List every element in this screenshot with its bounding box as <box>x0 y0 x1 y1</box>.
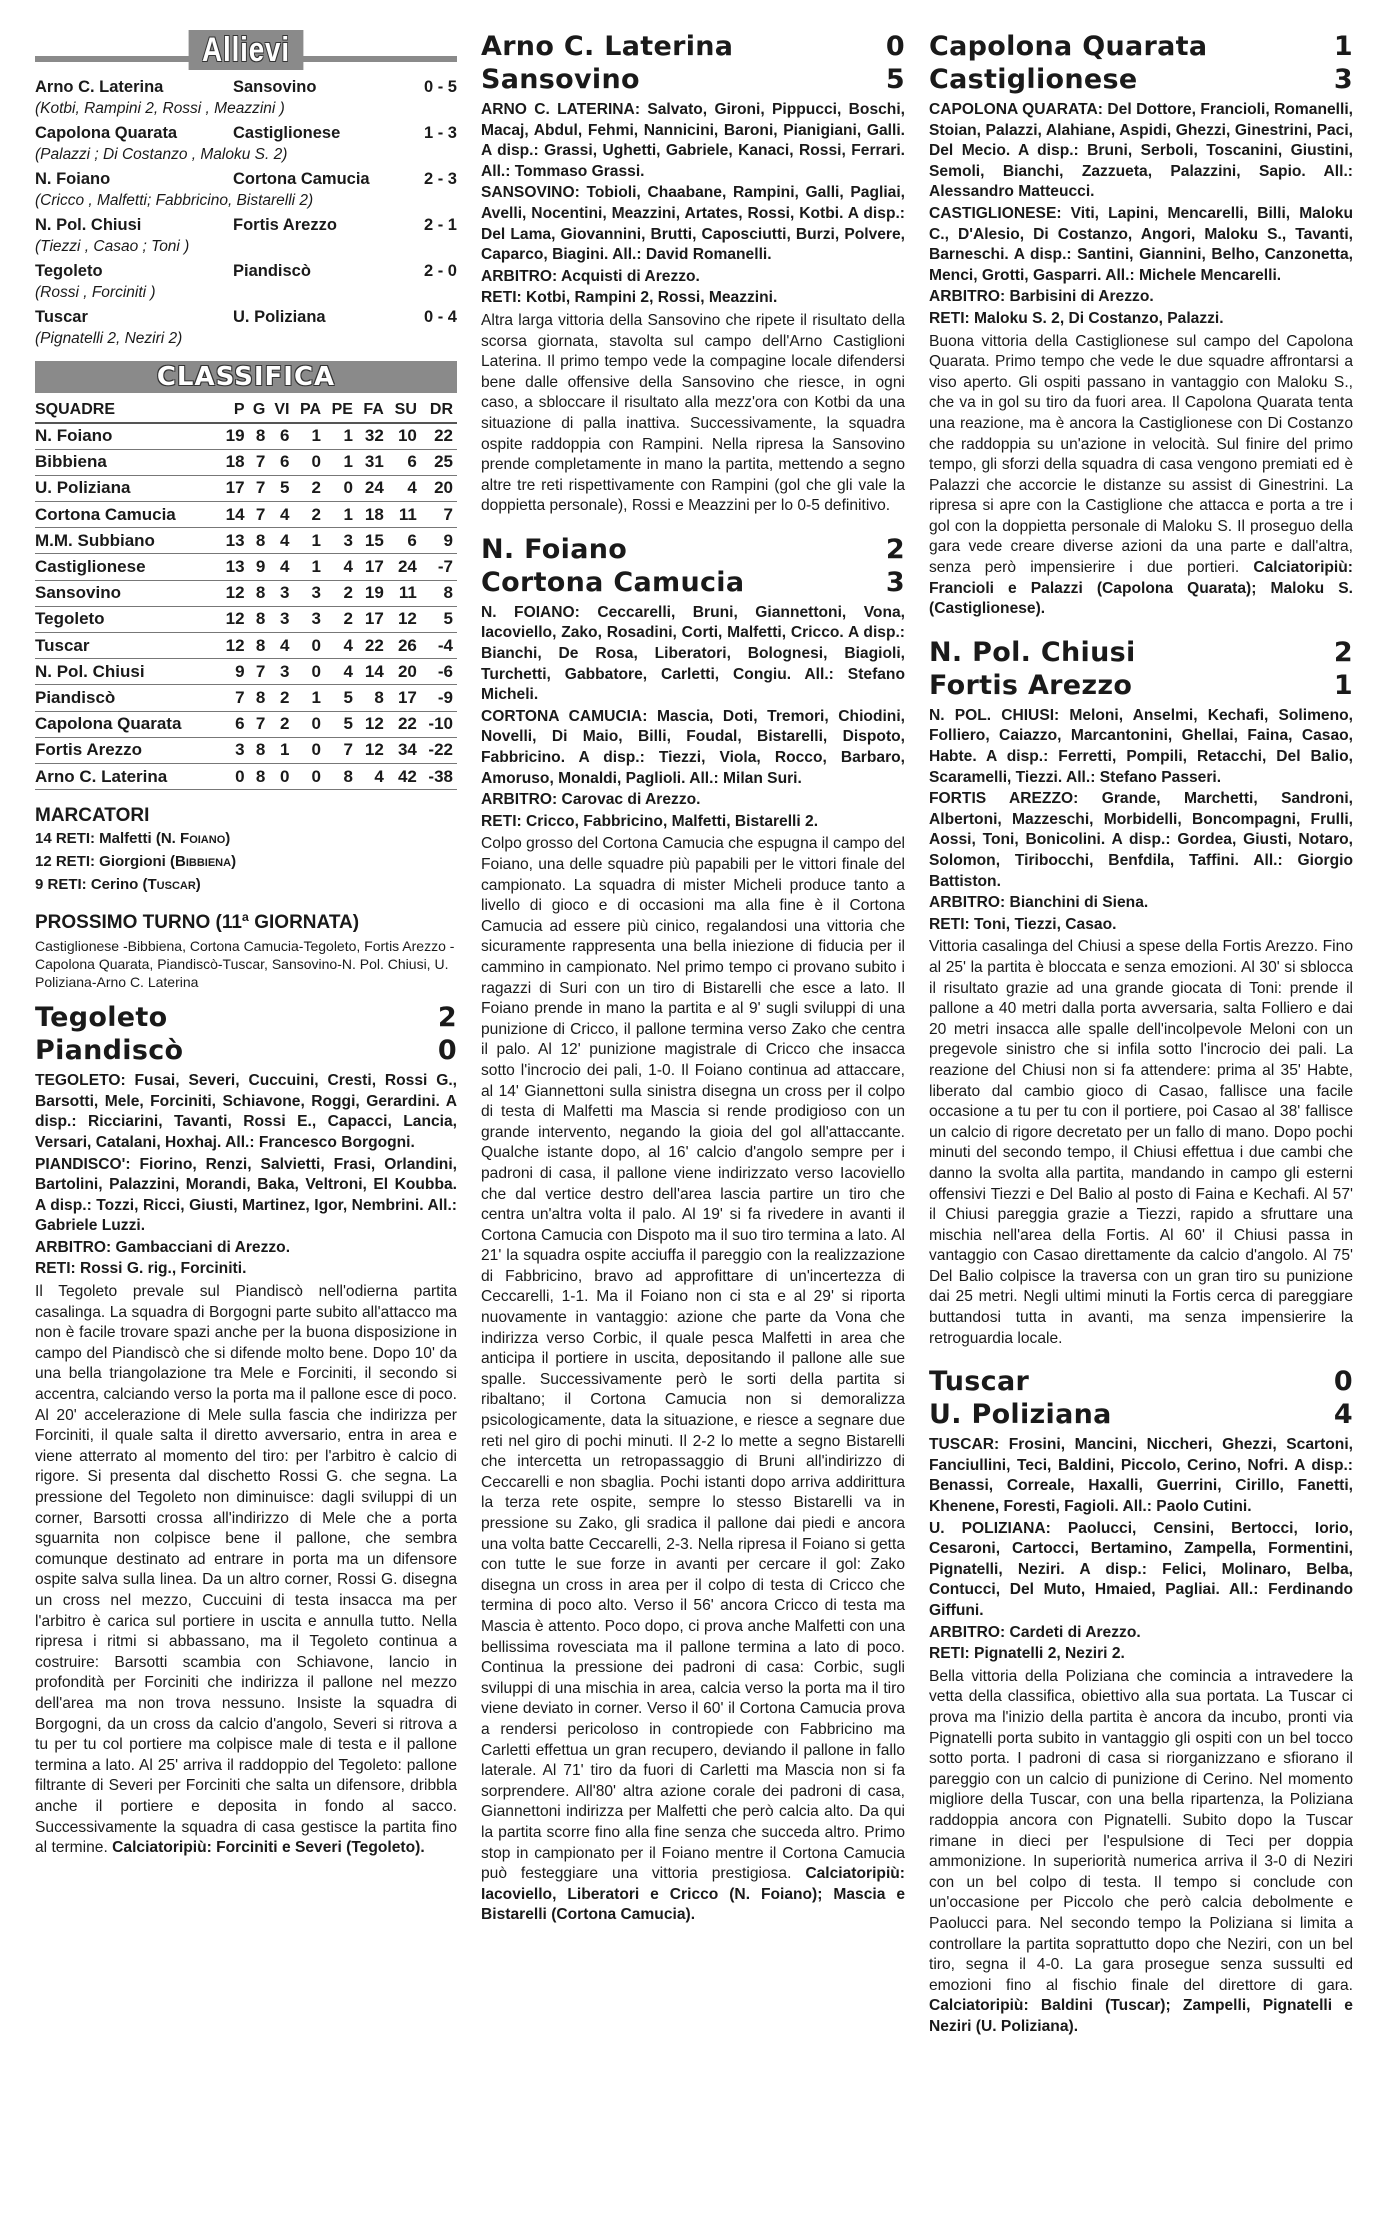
stat-cell: 0 <box>293 449 325 475</box>
stat-cell: 1 <box>325 423 357 449</box>
standings-col-header: PA <box>293 399 325 423</box>
stat-cell: 11 <box>388 502 421 528</box>
match-away-line <box>929 669 1353 702</box>
lineup-line: N. FOIANO: Ceccarelli, Bruni, Giannettoni, Vona, Iacoviello, Zako, Rosadini, Corti, Malfetti, Cricco. A disp.: Bianchi, De Rosa, Liberatori, Bolognesi, Biagioli, Turchetti, Gabbatore, Carletti, Congiu. All.: Stefano Micheli. <box>481 603 905 704</box>
stat-cell: 4 <box>269 528 293 554</box>
lineups <box>929 1435 1353 1665</box>
stat-cell: 12 <box>357 737 388 763</box>
result-away: U. Poliziana <box>233 308 326 326</box>
match-report <box>481 30 905 517</box>
stat-cell: -6 <box>421 659 457 685</box>
match-report <box>35 1001 457 1859</box>
result-home: Tuscar <box>35 308 88 326</box>
stat-cell: -10 <box>421 711 457 737</box>
standings-row <box>35 737 457 763</box>
standings-row <box>35 528 457 554</box>
team-name: Tegoleto <box>35 606 220 632</box>
lineup-line: FORTIS AREZZO: Grande, Marchetti, Sandroni, Albertoni, Mazzeschi, Morbidelli, Boncompagni, Frulli, Aossi, Toni, Bonicolini. A disp.: Gordea, Giusti, Notaro, Solomon, Tiribocchi, Benfdila, Taffini. All.: Giorgio Battiston. <box>929 790 1353 890</box>
column-right <box>929 30 1353 2053</box>
stat-cell: 1 <box>293 528 325 554</box>
allievi-banner: Allievi <box>189 30 304 70</box>
stat-cell: 9 <box>220 659 249 685</box>
result-score: 2 - 1 <box>423 216 457 234</box>
stat-cell: 24 <box>388 554 421 580</box>
standings-row <box>35 554 457 580</box>
result-score: 2 - 3 <box>423 170 457 188</box>
lineup-line: RETI: Pignatelli 2, Neziri 2. <box>929 1645 1125 1663</box>
stat-cell: 8 <box>249 423 270 449</box>
stat-cell: 19 <box>220 423 249 449</box>
lineup-line: SANSOVINO: Tobioli, Chaabane, Rampini, Galli, Pagliai, Avelli, Nocentini, Meazzini, Artates, Rossi, Kotbi. A disp.: Del Lama, Giovannini, Brutti, Caposciutti, Burzi, Polvere, Caparco, Biagini. All.: David Romanelli. <box>481 184 905 264</box>
away-score: 0 <box>437 1035 457 1067</box>
match-home-line <box>481 30 905 63</box>
stat-cell: -7 <box>421 554 457 580</box>
standings-col-header: FA <box>357 399 388 423</box>
stat-cell: 1 <box>293 554 325 580</box>
result-scorers: (Rossi , Forciniti ) <box>35 284 156 301</box>
team-name: Capolona Quarata <box>35 711 220 737</box>
stat-cell: 7 <box>220 685 249 711</box>
result-row <box>35 76 457 98</box>
stat-cell: 5 <box>421 606 457 632</box>
result-scorers: (Pignatelli 2, Neziri 2) <box>35 330 183 347</box>
stat-cell: 0 <box>220 763 249 789</box>
standings-header <box>35 399 457 423</box>
stat-cell: 7 <box>249 449 270 475</box>
home-team: Tuscar <box>929 1366 1030 1398</box>
result-away: Fortis Arezzo <box>233 216 337 234</box>
stat-cell: 0 <box>293 737 325 763</box>
standings-row <box>35 475 457 501</box>
stat-cell: 13 <box>220 528 249 554</box>
away-team: Cortona Camucia <box>481 566 745 598</box>
match-story: Colpo grosso del Cortona Camucia che espugna il campo del Foiano, una delle squadre più papabili per le vittori finale del campionato. La squadra di mister Micheli produce tanto a livello di gioco e di occasioni ma alla fine è il Cortona Camucia ad essere più cinico, regalandosi una vittoria che sicuramente rappresenta una bella iniezione di fiducia per il cammino in campionato. Nel primo tempo ci provano subito i ragazzi di Suri con un tiro di Bistarelli che esce a lato. Il Foiano prende in mano la partita e al 9' sugli sviluppi di una punizione di Cricco, il pallone termina verso Zako che centra il palo. Al 12' punizione magistrale di Cricco che insacca sotto l'incrocio dei pali, 1-0. Il Foiano continua ad attaccare, al 14' Giannettoni sulla sinistra disegna un cross per il colpo di testa di Malfetti ma Mascia si rende prodigioso con un grande intervento, negando la gioia del gol all'attaccante. Qualche istante dopo, al 16' calcio d'angolo sempre per i padroni di casa, il pallone viene indirizzato verso Iacoviello che dal vertice destro dell'area lascia partire un tiro che centra un'altra volta il palo. Al 19' si fa rivedere in avanti il Cortona Camucia con Dispoto ma il suo tiro termina a lato. Al 21' la squadra ospite acciuffa il pareggio con la realizzazione di Fabbricino, bravo ad approfittare di un'incertezza di Ceccarelli, 1-1. Ma il Foiano non ci sta e al 29' si riporta nuovamente in vantaggio: azione che parte da Vona che indirizza verso Corbic, il quale pesca Malfetti in area che anticipa il portiere in uscita, depositando il pallone alle sue spalle. Successivamente però le sorti della partita si ribaltano; il Cortona Camucia non si demoralizza psicologicamente, data la situazione, e riesce a segnare due reti nel giro di pochi minuti. Il 2-2 lo mette a segno Bistarelli che intercetta un retropassaggio di Bruni all'indirizzo di Ceccarelli e non sbaglia. Pochi istanti dopo arriva addirittura la terza rete ospite, sempre lo stesso Bistarelli va in pressione su Zako, gli sradica il pallone dai piedi e ancora una volta batte Ceccarelli, 2-3. Nella ripresa il Foiano si getta con tutte le sue forze in avanti per cercare il gol: Zako disegna un cross in area per il colpo di testa di Cricco che termina di poco alto. Verso il 56' ancora Cricco di testa ma Mascia è attento. Poco dopo, ci prova anche Malfetti con una bellissima rovesciata ma il pallone termina a lato di poco. Continua la pressione dei padroni di casa: Corbic, sugli sviluppi di una mischia in area, calcia verso la porta ma il tiro viene deviato in corner. Verso il 60' il Cortona Camucia prova a rendersi pericoloso in contropiede con Fabbricino ma Carletti effettua un gran recupero, deviando il pallone in fallo laterale. Al 71' tiro da fuori di Carletti ma Mascia non si fa sorprendere. All'80' altra azione corale dei padroni di casa, Giannettoni indirizza per Malfetti che però calcia alto. Da qui la partita scorre fino alla fine senza che succeda altro. Primo stop in campionato per il Foiano mentre il Cortona Camucia può festeggiare una vittoria prestigiosa. Calciatoripiù: Iacoviello, Liberatori e Cricco (N. Foiano); Mascia e Bistarelli (Cortona Camucia). <box>481 835 905 1924</box>
away-score: 3 <box>885 566 905 598</box>
result-score: 0 - 4 <box>423 308 457 326</box>
stat-cell: 8 <box>249 763 270 789</box>
stat-cell: 6 <box>388 449 421 475</box>
stat-cell: 2 <box>269 711 293 737</box>
stat-cell: 0 <box>293 711 325 737</box>
match-away-line <box>481 63 905 96</box>
stat-cell: 4 <box>269 633 293 659</box>
standings-row <box>35 711 457 737</box>
stat-cell: 2 <box>325 606 357 632</box>
lineups <box>481 603 905 833</box>
lineup-line: N. POL. CHIUSI: Meloni, Anselmi, Kechafi, Solimeno, Folliero, Caiazzo, Marcantonini, Ghellai, Faina, Casao, Habte. A disp.: Ferretti, Pompili, Retacchi, Del Balio, Scaramelli, Tiezzi. All.: Stefano Passeri. <box>929 706 1353 786</box>
team-name: Castiglionese <box>35 554 220 580</box>
stat-cell: 0 <box>293 659 325 685</box>
scorer-line: 9 RETI: Cerino (TUSCAR) <box>35 876 201 894</box>
match-home-line <box>929 30 1353 63</box>
stat-cell: 17 <box>357 554 388 580</box>
stat-cell: 8 <box>325 763 357 789</box>
stat-cell: -4 <box>421 633 457 659</box>
stat-cell: 0 <box>293 763 325 789</box>
column-middle <box>481 30 905 1942</box>
stat-cell: 7 <box>325 737 357 763</box>
standings-row <box>35 502 457 528</box>
lineups <box>929 706 1353 936</box>
stat-cell: 11 <box>388 580 421 606</box>
stat-cell: 31 <box>357 449 388 475</box>
match-home-line <box>35 1001 457 1034</box>
stat-cell: 18 <box>220 449 249 475</box>
result-scorers: (Tiezzi , Casao ; Toni ) <box>35 238 190 255</box>
lineups <box>481 100 905 309</box>
scorer-line: 14 RETI: Malfetti (N. FOIANO) <box>35 830 231 848</box>
stat-cell: 12 <box>388 606 421 632</box>
stat-cell: 9 <box>421 528 457 554</box>
lineup-line: ARBITRO: Barbisini di Arezzo. <box>929 288 1154 306</box>
column-left <box>35 30 457 1875</box>
result-scorers: (Kotbi, Rampini 2, Rossi , Meazzini ) <box>35 100 285 117</box>
result-row <box>35 214 457 236</box>
home-score: 2 <box>1333 636 1353 668</box>
standings-col-header: VI <box>269 399 293 423</box>
result-away: Piandiscò <box>233 262 311 280</box>
standings-col-header: G <box>249 399 270 423</box>
away-score: 4 <box>1333 1399 1353 1431</box>
stat-cell: 6 <box>220 711 249 737</box>
stat-cell: 5 <box>325 711 357 737</box>
match-report <box>481 533 905 1926</box>
stat-cell: 17 <box>220 475 249 501</box>
lineup-line: PIANDISCO': Fiorino, Renzi, Salvietti, Frasi, Orlandini, Bartolini, Palazzini, Morandi, Baka, Veltroni, El Koubba. A disp.: Tozzi, Ricci, Giusti, Martinez, Igor, Nembrini. All.: Gabriele Luzzi. <box>35 1155 457 1235</box>
stat-cell: 8 <box>249 685 270 711</box>
lineup-line: ARBITRO: Gambacciani di Arezzo. <box>35 1238 291 1256</box>
stat-cell: 4 <box>325 633 357 659</box>
stat-cell: 20 <box>388 659 421 685</box>
stat-cell: 26 <box>388 633 421 659</box>
result-home: N. Pol. Chiusi <box>35 216 142 234</box>
match-report <box>929 1365 1353 2037</box>
match-story: Il Tegoleto prevale sul Piandiscò nell'odierna partita casalinga. La squadra di Borgogni parte subito all'attacco ma non è facile trovare spazi anche per la buona disposizione in campo del Piandiscò che si difende molto bene. Dopo 10' da una bella triangolazione tra Mele e Forciniti, il secondo si accentra, calciando verso la porta ma il pallone esce di poco. Al 20' accelerazione di Mele sulla fascia che indirizza per Forciniti, il quale salta il diretto avversario, entra in area e viene atterrato al momento del tiro: per l'arbitro è calcio di rigore. Si presenta dal dischetto Rossi G. che segna. La pressione del Tegoleto non diminuisce: dagli sviluppi di un corner, Barsotti crossa all'indirizzo di Mele che a porta sguarnita non colpisce bene il pallone, che sembra comunque destinato ad entrare in porta ma un difensore ospite salva sulla linea. Da un altro corner, Rossi G. disegna un cross nel mezzo, Cuccuini di testa insacca ma per l'arbitro è carica sul portiere in uscita e annulla tutto. Nella ripresa i ritmi si abbassano, ma il Tegoleto continua a costruire: Barsotti scambia con Schiavone, lancio in profondità per Forciniti che indirizza il pallone nel mezzo dell'area ma non trova nessuno. Insiste la squadra di Borgogni, da un cross da calcio d'angolo, Severi si ritrova a tu per tu col portiere ma colpisce male di testa e il pallone termina a lato. Al 25' arriva il raddoppio del Tegoleto: pallone filtrante di Severi per Forciniti che salta un difensore, dribbla anche il portiere e deposita in fondo al sacco. Successivamente la squadra di casa gestisce la partita fino al termine. Calciatoripiù: Forciniti e Severi (Tegoleto). <box>35 1283 457 1857</box>
stat-cell: 42 <box>388 763 421 789</box>
result-score: 2 - 0 <box>423 262 457 280</box>
stat-cell: 1 <box>293 685 325 711</box>
match-story: Buona vittoria della Castiglionese sul campo del Capolona Quarata. Primo tempo che vede le due squadre affrontarsi a viso aperto. Gli ospiti passano in vantaggio con Maloku S., che va in gol su tiro da fuori area. Il Capolona Quarata tenta una reazione, ma è ancora la Castiglionese con Di Costanzo che raddoppia su un'azione in velocità. Sul finire del primo tempo, gli sforzi della squadra di casa vengono premiati ed è Palazzi che accorcie le distanze su assist di Ginestrini. La ripresa si apre con la Castiglione che attacca e porta a tre i gol con la doppietta personale di Maloku S. Il proseguo della gara vede creare diverse azioni da una parte e dall'altra, senza però impensierire i due portieri. Calciatoripiù: Francioli e Palazzi (Capolona Quarata); Maloku S. (Castiglionese). <box>929 332 1353 618</box>
stat-cell: 19 <box>357 580 388 606</box>
lineup-line: CASTIGLIONESE: Viti, Lapini, Mencarelli, Billi, Maloku C., D'Alesio, Di Costanzo, Angori, Maloku S., Tavanti, Barneschi. A disp.: Santini, Giannini, Belho, Canzonetta, Menci, Grotti, Gasparri. All.: Michele Mencarelli. <box>929 204 1353 284</box>
team-name: Fortis Arezzo <box>35 737 220 763</box>
stat-cell: 10 <box>388 423 421 449</box>
stat-cell: 1 <box>325 502 357 528</box>
match-home-line <box>929 636 1353 669</box>
stat-cell: 14 <box>220 502 249 528</box>
lineup-line: TEGOLETO: Fusai, Severi, Cuccuini, Cresti, Rossi G., Barsotti, Mele, Forciniti, Schiavone, Roggi, Gerardini. A disp.: Ricciarini, Tavanti, Rossi E., Capacci, Lancia, Versari, Catalani, Hoxhaj. All.: Francesco Borgogni. <box>35 1072 457 1151</box>
match-story: Altra larga vittoria della Sansovino che ripete il risultato della scorsa giornata, stavolta sul campo dell'Arno Castiglioni Laterina. Il primo tempo vede la compagine locale difendersi bene dalle offensive della Sansovino che riesce, in ogni caso, a sbloccare il risultato alla mezz'ora con Kotbi da una situazione di palla inattiva. Successivamente, la squadra ospite raddoppia con Rampini. Nella ripresa la Sansovino prende completamente in mano la partita, mettendo a segno altre tre reti rispettivamente con Rampini (gol che gli vale la doppietta personale), Rossi e Meazzini per lo 0-5 definitivo. <box>481 311 905 515</box>
scorer-team-smallcaps: OIANO <box>189 834 226 847</box>
stat-cell: 1 <box>325 449 357 475</box>
stat-cell: 4 <box>325 659 357 685</box>
result-away: Castiglionese <box>233 124 341 142</box>
home-team: Capolona Quarata <box>929 31 1208 62</box>
away-team: Sansovino <box>481 64 640 95</box>
stat-cell: 12 <box>357 711 388 737</box>
away-team: Fortis Arezzo <box>929 669 1133 701</box>
standings-col-header: PE <box>325 399 357 423</box>
stat-cell: 2 <box>325 580 357 606</box>
away-team: U. Poliziana <box>929 1399 1112 1431</box>
classifica-banner: CLASSIFICA <box>35 361 457 393</box>
stat-cell: -22 <box>421 737 457 763</box>
calciatoripiu: Calciatoripiù: Forciniti e Severi (Tegoleto). <box>112 1839 425 1857</box>
stat-cell: 12 <box>220 580 249 606</box>
match-home-line <box>929 1365 1353 1398</box>
team-name: Arno C. Laterina <box>35 763 220 789</box>
stat-cell: 17 <box>388 685 421 711</box>
home-score: 1 <box>1333 31 1353 62</box>
stat-cell: 22 <box>421 423 457 449</box>
stat-cell: 1 <box>293 423 325 449</box>
lineup-line: ARBITRO: Cardeti di Arezzo. <box>929 1623 1141 1641</box>
stat-cell: 6 <box>269 423 293 449</box>
result-away: Sansovino <box>233 78 317 96</box>
team-name: N. Pol. Chiusi <box>35 659 220 685</box>
stat-cell: 22 <box>388 711 421 737</box>
stat-cell: 20 <box>421 475 457 501</box>
lineups <box>35 1071 457 1280</box>
away-score: 5 <box>885 64 905 95</box>
team-name: Tuscar <box>35 633 220 659</box>
scorer-team-smallcaps: USCAR <box>156 880 196 893</box>
lineup-line: TUSCAR: Frosini, Mancini, Niccheri, Ghezzi, Scartoni, Fanciullini, Teci, Baldini, Piccolo, Cerino, Nofri. A disp.: Benassi, Correale, Haxalli, Guerrini, Cirillo, Fanetti, Khenene, Foresti, Fagioli. All.: Paolo Cutini. <box>929 1436 1353 1516</box>
stat-cell: 4 <box>357 763 388 789</box>
standings-col-header: SU <box>388 399 421 423</box>
home-score: 2 <box>885 533 905 565</box>
home-score: 0 <box>1333 1366 1353 1398</box>
lineup-line: RETI: Cricco, Fabbricino, Malfetti, Bistarelli 2. <box>481 812 819 830</box>
away-score: 1 <box>1333 669 1353 701</box>
standings-row <box>35 423 457 449</box>
stat-cell: 8 <box>249 528 270 554</box>
marcatori-list <box>35 828 457 897</box>
stat-cell: 4 <box>388 475 421 501</box>
match-story: Bella vittoria della Poliziana che comincia a intravedere la vetta della classifica, obiettivo alla sua portata. La Tuscar ci prova ma l'inizio della partita è ancora da incubo, pronti via Pignatelli porta subito in vantaggio gli ospiti con un bel tocco sotto porta. I padroni di casa si riorganizzano e sfiorano il pareggio con un calcio di punizione di Cerino. Nel momento migliore della Tuscar, con una bella ripartenza, la Poliziana raddoppia ancora con Pignatelli. Subito dopo la Tuscar rimane in dieci per l'espulsione di Teci per doppia ammonizione. In superiorità numerica arriva il 3-0 di Neziri con un bel colpo di testa. Il tempo si conclude con un'occasione per Piccolo che però calcia debolmente e Paolucci para. Nel secondo tempo la Poliziana si limita a controllare la partita soprattutto dopo che Neziri, con un bel tiro, segna il 4-0. La gara prosegue senza sussulti ed emozioni fino al fischio finale del direttore di gara. Calciatoripiù: Baldini (Tuscar); Zampelli, Pignatelli e Neziri (U. Poliziana). <box>929 1667 1353 2035</box>
result-score: 0 - 5 <box>423 78 457 96</box>
result-row <box>35 168 457 190</box>
standings-row <box>35 685 457 711</box>
home-team: N. Pol. Chiusi <box>929 636 1136 668</box>
stat-cell: 9 <box>249 554 270 580</box>
stat-cell: 8 <box>249 633 270 659</box>
stat-cell: 5 <box>325 685 357 711</box>
standings-row <box>35 606 457 632</box>
result-away: Cortona Camucia <box>233 170 370 188</box>
stat-cell: 3 <box>269 580 293 606</box>
stat-cell: 7 <box>421 502 457 528</box>
team-name: Bibbiena <box>35 449 220 475</box>
home-team: Arno C. Laterina <box>481 31 734 62</box>
stat-cell: 4 <box>325 554 357 580</box>
result-home: N. Foiano <box>35 170 111 188</box>
stat-cell: 13 <box>220 554 249 580</box>
result-scorers: (Palazzi ; Di Costanzo , Maloku S. 2) <box>35 146 288 163</box>
lineup-line: ARBITRO: Carovac di Arezzo. <box>481 791 701 809</box>
calciatoripiu: Calciatoripiù: Francioli e Palazzi (Capolona Quarata); Maloku S. (Castiglionese). <box>929 559 1353 618</box>
team-name: Cortona Camucia <box>35 502 220 528</box>
home-team: Tegoleto <box>35 1002 168 1034</box>
lineup-line: RETI: Kotbi, Rampini 2, Rossi, Meazzini. <box>481 289 778 307</box>
standings-row <box>35 763 457 789</box>
stat-cell: 7 <box>249 711 270 737</box>
calciatoripiu: Calciatoripiù: Iacoviello, Liberatori e Cricco (N. Foiano); Mascia e Bistarelli (Cortona Camucia). <box>481 1865 905 1924</box>
standings-col-header: SQUADRE <box>35 399 220 423</box>
standings-col-header: P <box>220 399 249 423</box>
result-scorers: (Cricco , Malfetti; Fabbricino, Bistarelli 2) <box>35 192 314 209</box>
stat-cell: 3 <box>269 606 293 632</box>
stat-cell: 8 <box>249 580 270 606</box>
team-name: N. Foiano <box>35 423 220 449</box>
match-story: Vittoria casalinga del Chiusi a spese della Fortis Arezzo. Fino al 25' la partita è bloccata e senza emozioni. Al 30' si sblocca il risultato grazie ad una grande giocata di Toni: prende il pallone a 40 metri dalla porta avversaria, salta Folliero e dai 20 metri insacca alle spalle dell'incolpevole Meloni con un pregevole sinistro che si infila sotto l'incrocio dei pali. La reazione del Chiusi non si fa attendere: prima al 35' Habte, liberato dal cambio gioco di Casao, fallisce una facile occasione a tu per tu con il portiere, poi Casao al 38' fallisce un calcio di rigore decretato per un fallo di mano. Dopo pochi minuti del secondo tempo, il Chiusi effettua i due cambi che danno la svolta alla partita, mandando in campo gli esterni offensivi Tiezzi e Del Balio al posto di Faina e Kechafi. Al 57' il Chiusi pareggia grazie a Tiezzi, rapido a sfruttare una mischia nell'area della Fortis. Al 60' il Chiusi passa in vantaggio con Casao direttamente da calcio d'angolo. Al 75' Del Balio colpisce la traversa con un gran tiro su punizione dai 25 metri. Negli ultimi minuti la Fortis cerca di pareggiare buttandosi tutta in avanti, ma senza impensierire la retroguardia locale. <box>929 938 1353 1347</box>
stat-cell: 3 <box>293 606 325 632</box>
stat-cell: 22 <box>357 633 388 659</box>
lineup-line: RETI: Toni, Tiezzi, Casao. <box>929 915 1117 933</box>
match-away-line <box>35 1034 457 1067</box>
standings-row <box>35 659 457 685</box>
team-name: M.M. Subbiano <box>35 528 220 554</box>
lineups <box>929 100 1353 330</box>
lineup-line: ARNO C. LATERINA: Salvato, Gironi, Pippucci, Boschi, Macaj, Abdul, Fehmi, Nannicini, Baroni, Pianigiani, Galli. A disp.: Grassi, Ughetti, Gabriele, Kanaci, Rossi, Ferrari. All.: Tommaso Grassi. <box>481 101 905 180</box>
stat-cell: -9 <box>421 685 457 711</box>
stat-cell: 7 <box>249 659 270 685</box>
stat-cell: 6 <box>269 449 293 475</box>
match-report <box>929 636 1353 1349</box>
standings-col-header: DR <box>421 399 457 423</box>
lineup-line: CAPOLONA QUARATA: Del Dottore, Francioli, Romanelli, Stoian, Palazzi, Alahiane, Aspidi, Ghezzi, Ginestrini, Paci, Del Mecio. A disp.: Bruni, Serboli, Toscanini, Giustini, Semoli, Bianchi, Zazzueta, Palazzini, Sapio. All.: Alessandro Matteucci. <box>929 101 1353 201</box>
stat-cell: 2 <box>293 502 325 528</box>
scorer-team-smallcaps: IBBIENA <box>185 857 232 870</box>
stat-cell: 0 <box>325 475 357 501</box>
result-row <box>35 122 457 144</box>
stat-cell: 8 <box>249 606 270 632</box>
stat-cell: 1 <box>269 737 293 763</box>
stat-cell: 12 <box>220 606 249 632</box>
home-team: N. Foiano <box>481 533 628 565</box>
result-row <box>35 260 457 282</box>
stat-cell: 3 <box>269 659 293 685</box>
stat-cell: -38 <box>421 763 457 789</box>
match-home-line <box>481 533 905 566</box>
team-name: U. Poliziana <box>35 475 220 501</box>
stat-cell: 0 <box>293 633 325 659</box>
stat-cell: 3 <box>220 737 249 763</box>
stat-cell: 2 <box>269 685 293 711</box>
stat-cell: 3 <box>293 580 325 606</box>
stat-cell: 4 <box>269 554 293 580</box>
calciatoripiu: Calciatoripiù: Baldini (Tuscar); Zampelli, Pignatelli e Neziri (U. Poliziana). <box>929 1997 1353 2035</box>
lineup-line: RETI: Maloku S. 2, Di Costanzo, Palazzi. <box>929 309 1224 327</box>
result-row <box>35 306 457 328</box>
match-away-line <box>929 1398 1353 1431</box>
match-away-line <box>481 566 905 599</box>
stat-cell: 8 <box>421 580 457 606</box>
lineup-line: ARBITRO: Bianchini di Siena. <box>929 894 1149 912</box>
standings-row <box>35 633 457 659</box>
away-team: Piandiscò <box>35 1035 184 1067</box>
prossimo-turno-text: Castiglionese -Bibbiena, Cortona Camucia-Tegoleto, Fortis Arezzo -Capolona Quarata, Piandiscò-Tuscar, Sansovino-N. Pol. Chiusi, U. Poliziana-Arno C. Laterina <box>35 938 455 991</box>
stat-cell: 8 <box>357 685 388 711</box>
standings-body <box>35 423 457 790</box>
standings-row <box>35 580 457 606</box>
result-home: Tegoleto <box>35 262 103 280</box>
stat-cell: 7 <box>249 475 270 501</box>
scorer-line: 12 RETI: Giorgioni (BIBBIENA) <box>35 853 237 871</box>
match-away-line <box>929 63 1353 96</box>
stat-cell: 18 <box>357 502 388 528</box>
stat-cell: 0 <box>269 763 293 789</box>
standings-table <box>35 399 457 790</box>
stat-cell: 12 <box>220 633 249 659</box>
stat-cell: 4 <box>269 502 293 528</box>
away-score: 3 <box>1333 64 1353 95</box>
lineup-line: CORTONA CAMUCIA: Mascia, Doti, Tremori, Chiodini, Novelli, Di Maio, Billi, Foudal, Bistarelli, Dispoto, Fabbricino. A disp.: Tiezzi, Viola, Rocco, Barbaro, Amoruso, Monaldi, Paglioli. All.: Milan Suri. <box>481 707 905 787</box>
stat-cell: 5 <box>269 475 293 501</box>
home-score: 2 <box>437 1002 457 1034</box>
stat-cell: 25 <box>421 449 457 475</box>
team-name: Piandiscò <box>35 685 220 711</box>
stat-cell: 7 <box>249 502 270 528</box>
marcatori-heading: MARCATORI <box>35 805 150 827</box>
result-home: Arno C. Laterina <box>35 78 164 96</box>
home-score: 0 <box>885 31 905 62</box>
stat-cell: 32 <box>357 423 388 449</box>
result-home: Capolona Quarata <box>35 124 178 142</box>
stat-cell: 17 <box>357 606 388 632</box>
stat-cell: 3 <box>325 528 357 554</box>
stat-cell: 8 <box>249 737 270 763</box>
match-report <box>929 30 1353 620</box>
results-list <box>35 76 457 349</box>
away-team: Castiglionese <box>929 64 1138 95</box>
lineup-line: RETI: Rossi G. rig., Forciniti. <box>35 1260 247 1278</box>
stat-cell: 15 <box>357 528 388 554</box>
team-name: Sansovino <box>35 580 220 606</box>
stat-cell: 34 <box>388 737 421 763</box>
lineup-line: U. POLIZIANA: Paolucci, Censini, Bertocci, Iorio, Cesaroni, Cartocci, Bertamino, Zampella, Formentini, Pignatelli, Neziri. A disp.: Felici, Molinaro, Belba, Contucci, Del Muto, Hmaied, Pagliai. All.: Ferdinando Giffuni. <box>929 1519 1353 1619</box>
prossimo-turno-heading: PROSSIMO TURNO (11ª GIORNATA) <box>35 912 360 934</box>
stat-cell: 14 <box>357 659 388 685</box>
result-score: 1 - 3 <box>423 124 457 142</box>
stat-cell: 24 <box>357 475 388 501</box>
lineup-line: ARBITRO: Acquisti di Arezzo. <box>481 267 700 285</box>
standings-row <box>35 449 457 475</box>
stat-cell: 6 <box>388 528 421 554</box>
stat-cell: 2 <box>293 475 325 501</box>
